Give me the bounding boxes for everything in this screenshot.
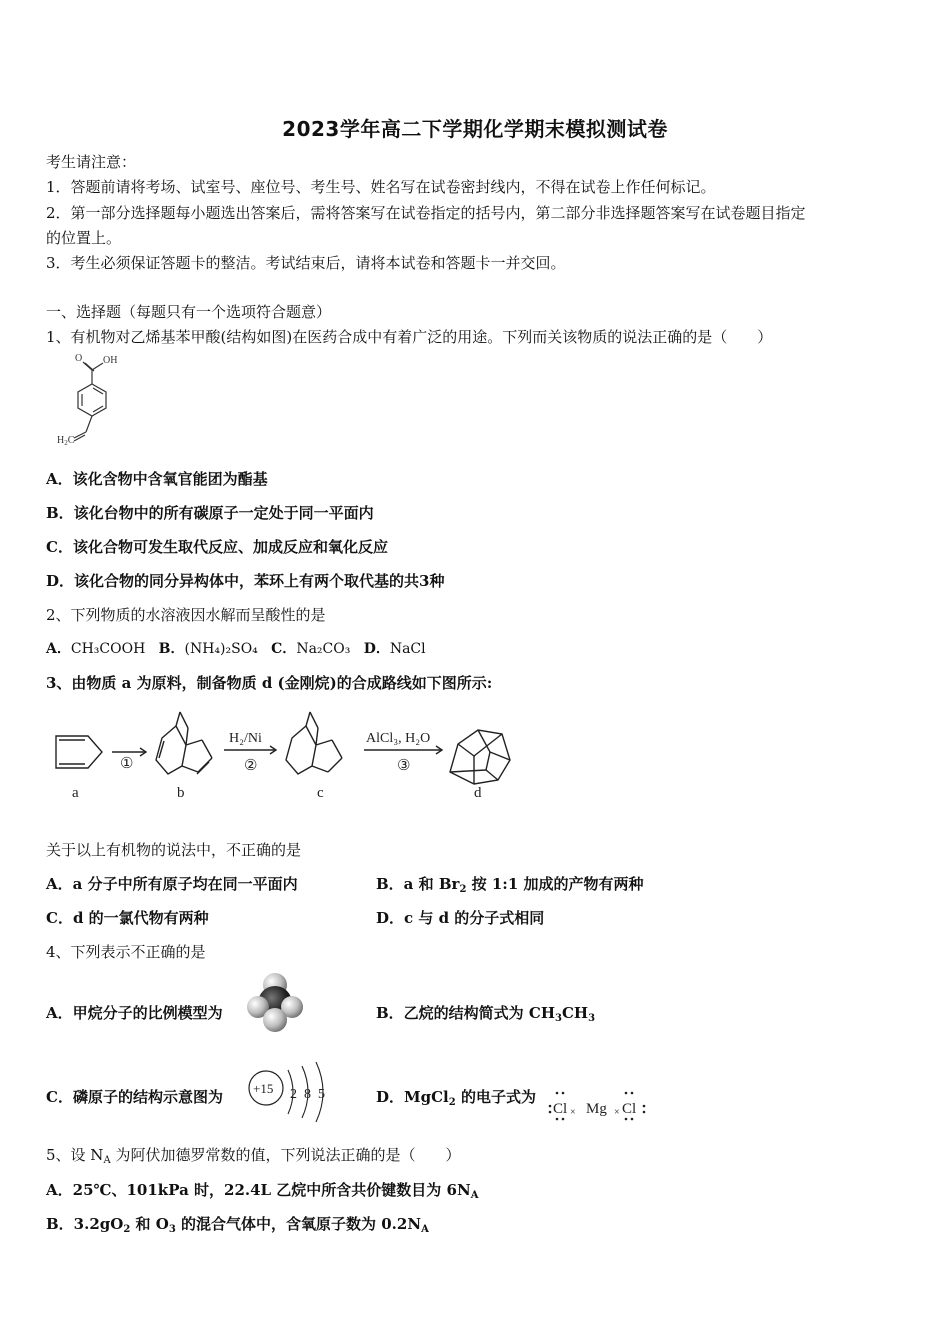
q5-option-b-p2: 和 O: [130, 1215, 169, 1233]
step-3-marker: ③: [397, 758, 411, 774]
h2c-label-h: H: [57, 435, 65, 446]
q5-option-b-p3: 的混合气体中，含氧原子数为 0.2N: [175, 1215, 422, 1233]
q2-option-a-label: A．: [46, 641, 71, 657]
q4-option-d-sub: 2: [448, 1097, 456, 1108]
label-c: c: [317, 785, 324, 801]
page-title: 2023学年高二下学期化学期末模拟测试卷: [282, 117, 668, 141]
q2-option-d-value: NaCl: [389, 641, 426, 657]
synthesis-scheme: [46, 700, 526, 810]
q3-option-b-post: 按 1:1 加成的产物有两种: [466, 875, 644, 893]
mg-label: Mg: [586, 1101, 607, 1117]
q3-option-c: C．d 的一氯代物有两种: [46, 909, 209, 927]
q2-options: [46, 639, 426, 659]
label-d: d: [474, 785, 482, 801]
q5-option-b-s1: 2: [123, 1224, 131, 1235]
shell-2-count: 8: [304, 1087, 311, 1102]
label-a: a: [72, 785, 79, 801]
notice-item-1: 1．答题前请将考场、试室号、座位号、考生号、姓名写在试卷密封线内，不得在试卷上作任何标记。: [46, 178, 716, 196]
notice-item-2: 2．第一部分选择题每小题选出答案后，需将答案写在试卷指定的括号内，第二部分非选择题答案写在试卷题目指定: [46, 204, 806, 222]
q4-option-b-mid: CH: [561, 1004, 589, 1022]
section-heading: 一、选择题（每题只有一个选项符合题意）: [46, 303, 332, 321]
nucleus-charge: +15: [253, 1081, 274, 1096]
cross-left-icon: ×: [570, 1107, 576, 1118]
q3-option-b-pre: B．a 和 Br: [376, 875, 460, 893]
q4-option-d-post: 的电子式为: [455, 1088, 536, 1106]
compound-a-ring: [56, 736, 102, 768]
compound-c-structure: [286, 712, 342, 774]
reagent-2: H₂/Ni: [229, 731, 262, 746]
shell-3-count: 5: [318, 1087, 325, 1102]
q1-option-d: D．该化合物的同分异构体中，苯环上有两个取代基的共3种: [46, 572, 445, 590]
q2-stem: 2、下列物质的水溶液因水解而呈酸性的是: [46, 606, 326, 624]
q2-option-a-value: CH₃COOH: [70, 641, 146, 657]
q2-option-c-label: C．: [271, 641, 297, 657]
q5-option-b-p1: B．3.2gO: [46, 1215, 124, 1233]
q4-option-b-sub2: 3: [588, 1013, 596, 1024]
q3-option-b-sub: 2: [459, 884, 467, 895]
notice-heading: 考生请注意：: [46, 153, 137, 171]
q4-option-a: A．甲烷分子的比例模型为: [46, 1004, 223, 1022]
q3-sub-stem: 关于以上有机物的说法中，不正确的是: [46, 841, 302, 859]
q1-option-c: C．该化合物可发生取代反应、加成反应和氧化反应: [46, 538, 388, 556]
q5-option-b-s3: A: [421, 1224, 429, 1235]
q3-stem: 3、由物质 a 为原料，制备物质 d (金刚烷)的合成路线如下图所示:: [46, 674, 493, 692]
q1-option-a: A．该化含物中含氧官能团为酯基: [46, 470, 268, 488]
methane-space-filling-model: [244, 972, 306, 1034]
oh-label: OH: [103, 355, 118, 366]
mgcl2-electron-formula: [540, 1082, 660, 1124]
notice-item-2-cont: 的位置上。: [46, 229, 122, 247]
q4-stem: 4、下列表示不正确的是: [46, 943, 206, 961]
q1-option-b: B．该化台物中的所有碳原子一定处于同一平面内: [46, 504, 374, 522]
q5-option-a-sub: A: [470, 1190, 479, 1201]
q5-option-b-s2: 3: [168, 1224, 176, 1235]
cl-right-label: Cl: [622, 1101, 637, 1117]
q5-option-a: [46, 1180, 478, 1200]
q5-stem: [46, 1145, 460, 1165]
q4-option-d-pre: D．MgCl: [376, 1088, 449, 1106]
q3-option-d: D．c 与 d 的分子式相同: [376, 909, 545, 927]
q4-option-b-pre: B．乙烷的结构简式为 CH: [376, 1004, 556, 1022]
q3-option-b: [376, 874, 644, 894]
vinylbenzoic-acid-structure: [52, 350, 132, 450]
q4-option-d: [376, 1087, 536, 1107]
q5-stem-sub: A: [103, 1155, 111, 1166]
q1-stem: 1、有机物对乙烯基苯甲酸(结构如图)在医药合成中有着广泛的用途。下列而关该物质的说法正确的是（ ）: [46, 328, 773, 346]
q2-option-c-value: Na₂CO₃: [296, 641, 351, 657]
q5-stem-post: 为阿伏加德罗常数的值，下列说法正确的是（ ）: [110, 1146, 461, 1164]
q4-option-b: [376, 1003, 595, 1023]
q3-option-a: A．a 分子中所有原子均在同一平面内: [46, 875, 298, 893]
notice-item-3: 3．考生必须保证答题卡的整洁。考试结束后，请将本试卷和答题卡一并交回。: [46, 254, 566, 272]
compound-b-structure: [156, 712, 212, 774]
label-b: b: [177, 785, 185, 801]
q5-option-a-pre: A．25℃、101kPa 时，22.4L 乙烷中所含共价键数目为 6N: [46, 1181, 471, 1199]
h2c-label-sub: 2: [64, 439, 68, 447]
step-1-marker: ①: [120, 756, 134, 772]
q5-option-b: [46, 1214, 429, 1234]
phosphorus-atom-diagram: [246, 1060, 336, 1126]
q4-option-b-sub1: 3: [555, 1013, 562, 1024]
q2-option-b-label: B．: [158, 641, 185, 657]
q2-option-b-value: (NH₄)₂SO₄: [184, 641, 258, 657]
oxygen-label: O: [75, 353, 83, 364]
q4-option-c: C．磷原子的结构示意图为: [46, 1088, 223, 1106]
q2-option-d-label: D．: [363, 641, 390, 657]
compound-d-structure: [450, 730, 510, 784]
svg-text:H2C: [57, 435, 75, 447]
reagent-3: AlCl₃, H₂O: [366, 731, 431, 746]
shell-1-count: 2: [290, 1087, 297, 1102]
step-2-marker: ②: [244, 758, 258, 774]
h2c-label-c: C: [67, 435, 75, 446]
cross-right-icon: ×: [614, 1107, 620, 1118]
q5-stem-pre: 5、设 N: [46, 1146, 104, 1164]
cl-left-label: Cl: [553, 1101, 568, 1117]
